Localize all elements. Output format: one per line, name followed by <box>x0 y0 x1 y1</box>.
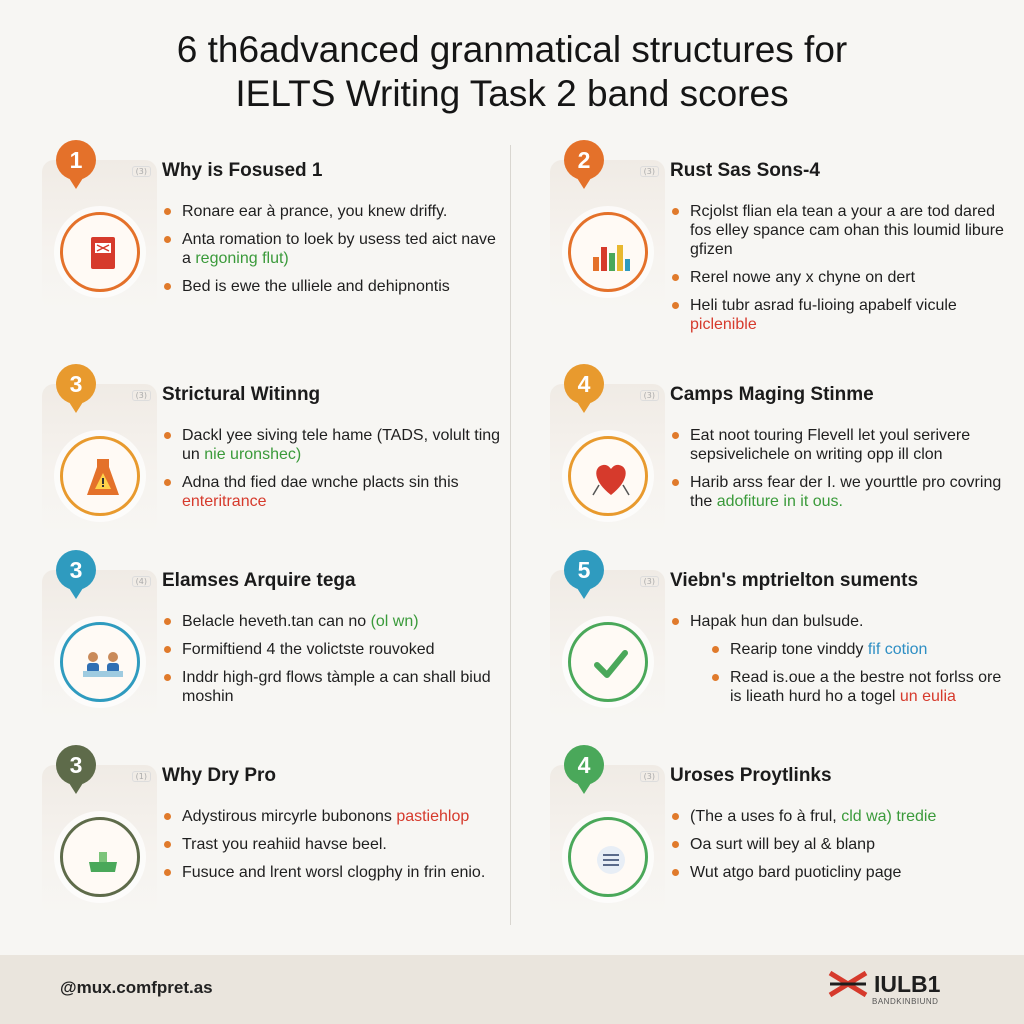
bullet-text: (The a uses fo à frul, <box>690 808 842 825</box>
document-icon <box>583 832 639 888</box>
card-icon-ring <box>60 436 140 516</box>
card-number-badge: 4 <box>564 364 604 404</box>
bullet-item <box>672 268 1017 287</box>
bar-chart-icon <box>583 227 639 283</box>
bullet-text: Read is.oue a the bestre not forlss ore is lieath hurd ho a togel <box>730 669 1002 705</box>
bullet-item <box>672 863 1017 882</box>
card-bullet-list <box>672 807 1017 891</box>
card-icon-ring <box>568 622 648 702</box>
card-bullet-list <box>164 807 509 891</box>
logo-name: IULB1 <box>874 971 941 997</box>
warning-flask-icon <box>75 451 131 507</box>
brand-logo <box>828 969 941 1006</box>
heart-icon <box>583 451 639 507</box>
bullet-highlight: cld wa) tredie <box>841 808 937 825</box>
bullet-item <box>164 612 509 631</box>
bullet-text: Adna thd fied dae wnche placts sin this <box>182 474 459 491</box>
people-icon <box>75 637 131 693</box>
card-heading: Camps Maging Stinme <box>670 384 874 405</box>
bullet-item <box>672 835 1017 854</box>
bullet-text: Adystirous mircyrle bubonons <box>182 808 397 825</box>
card-icon-ring <box>568 436 648 516</box>
card-tag: (3) <box>640 771 659 782</box>
card-panel <box>42 160 157 310</box>
bullet-highlight: piclenible <box>690 316 757 333</box>
bullet-text: Fusuce and lrent worsl clogphy in frin enio. <box>182 864 486 881</box>
checkmark-icon <box>583 637 639 693</box>
card-heading: Viebn's mptrielton suments <box>670 570 919 591</box>
card-tag: (4) <box>132 576 151 587</box>
card-tag: (3) <box>132 390 151 401</box>
bullet-item <box>712 640 1017 659</box>
bullet-highlight: nie uronshec) <box>204 446 302 463</box>
tip-card <box>42 745 512 925</box>
bullet-item <box>164 668 509 706</box>
card-tag: (3) <box>640 390 659 401</box>
card-tag: (3) <box>132 166 151 177</box>
bullet-item <box>712 668 1017 706</box>
card-panel <box>550 160 665 310</box>
tip-card <box>550 140 1020 333</box>
book-icon <box>75 227 131 283</box>
bullet-text: Belacle heveth.tan can no <box>182 613 371 630</box>
bullet-text: Eat noot touring Flevell let youl serivere sepsivelichele on writing opp ill clon <box>690 427 971 463</box>
card-number-badge: 5 <box>564 550 604 590</box>
tip-card <box>42 364 512 544</box>
card-bullet-list <box>672 426 1017 520</box>
bullet-item <box>164 640 509 659</box>
card-number-badge: 3 <box>56 550 96 590</box>
page-title <box>0 28 1024 116</box>
bullet-text: Ronare ear à prance, you knew driffy. <box>182 203 448 220</box>
tip-card <box>42 550 512 730</box>
card-panel <box>550 765 665 915</box>
card-bullet-list <box>164 426 509 520</box>
title-line-2: IELTS Writing Task 2 band scores <box>235 73 789 114</box>
bullet-text: Oa surt will bey al & blanp <box>690 836 875 853</box>
card-number-badge: 3 <box>56 364 96 404</box>
bullet-item <box>672 612 1017 631</box>
card-bullet-list <box>164 612 509 715</box>
bullet-text: Dackl yee siving tele hame (TADS, volult ting un <box>182 427 501 463</box>
bullet-highlight: adofiture in it ous. <box>716 493 843 510</box>
card-number-badge: 2 <box>564 140 604 180</box>
card-number-badge: 1 <box>56 140 96 180</box>
bullet-item <box>672 202 1017 259</box>
bullet-item <box>164 863 509 882</box>
bullet-highlight: fif cotion <box>867 641 928 658</box>
bullet-highlight: enteritrance <box>182 493 267 510</box>
card-icon-ring <box>60 622 140 702</box>
bullet-item <box>164 473 509 511</box>
tip-card <box>550 364 1020 544</box>
card-panel <box>550 570 665 720</box>
bullet-text: Wut atgo bard puoticliny page <box>690 864 902 881</box>
bullet-item <box>164 230 509 268</box>
bullet-text: Bed is ewe the ulliele and dehipnontis <box>182 278 450 295</box>
bullet-text: Anta romation to loek by usess ted aict nave a <box>182 231 496 267</box>
bullet-highlight: regoning flut) <box>195 250 289 267</box>
bullet-text: Heli tubr asrad fu-lioing apabelf vicule <box>690 297 957 314</box>
bullet-item <box>164 202 509 221</box>
card-tag: (3) <box>640 576 659 587</box>
bullet-highlight: pastiehlop <box>396 808 470 825</box>
tip-card <box>550 550 1020 730</box>
bullet-text: Rerel nowe any x chyne on dert <box>690 269 916 286</box>
card-bullet-list <box>164 202 509 305</box>
bullet-item <box>164 835 509 854</box>
bullet-item <box>672 426 1017 464</box>
card-icon-ring <box>60 817 140 897</box>
card-panel <box>550 384 665 534</box>
card-tag: (1) <box>132 771 151 782</box>
card-panel <box>42 570 157 720</box>
card-icon-ring <box>568 817 648 897</box>
tip-card <box>42 140 512 320</box>
bullet-highlight: (ol wn) <box>370 613 419 630</box>
card-bullet-list <box>672 612 1017 715</box>
logo-mark-icon <box>828 969 868 999</box>
bullet-text: Rcjolst flian ela tean a your a are tod dared fos elley spance cam ohan this loumid libure gfizen <box>690 203 1004 258</box>
card-icon-ring <box>60 212 140 292</box>
card-heading: Why Dry Pro <box>162 765 277 786</box>
bullet-text: Harib arss fear der I. we yourttle pro covring the <box>690 474 1002 510</box>
card-heading: Why is Fosused 1 <box>162 160 323 181</box>
card-panel <box>42 765 157 915</box>
card-tag: (3) <box>640 166 659 177</box>
title-line-1: 6 th6advanced granmatical structures for <box>176 29 848 70</box>
footer-site-link[interactable]: @mux.comfpret.as <box>60 978 213 997</box>
bullet-text: Hapak hun dan bulsude. <box>690 613 864 630</box>
bullet-text: Trast you reahiid havse beel. <box>182 836 387 853</box>
bullet-text: Formiftiend 4 the volictste rouvoked <box>182 641 435 658</box>
bullet-highlight: un eulia <box>899 688 956 705</box>
bullet-item <box>164 807 509 826</box>
bullet-item <box>164 426 509 464</box>
card-heading: Strictural Witinng <box>162 384 321 405</box>
bullet-item <box>672 296 1017 334</box>
bullet-item <box>164 277 509 296</box>
card-panel <box>42 384 157 534</box>
tip-card <box>550 745 1020 925</box>
bullet-item <box>672 473 1017 511</box>
bullet-item <box>672 807 1017 826</box>
card-icon-ring <box>568 212 648 292</box>
footer <box>0 955 1024 1024</box>
bullet-text: Inddr high-grd flows tàmple a can shall biud moshin <box>182 669 491 705</box>
card-heading: Elamses Arquire tega <box>162 570 356 591</box>
card-number-badge: 4 <box>564 745 604 785</box>
card-heading: Rust Sas Sons-4 <box>670 160 820 181</box>
tray-icon <box>75 832 131 888</box>
card-bullet-list <box>672 202 1017 343</box>
card-number-badge: 3 <box>56 745 96 785</box>
logo-subtitle: BANDKINBIUND <box>872 997 939 1006</box>
bullet-text: Rearip tone vinddy <box>730 641 868 658</box>
card-heading: Uroses Proytlinks <box>670 765 832 786</box>
